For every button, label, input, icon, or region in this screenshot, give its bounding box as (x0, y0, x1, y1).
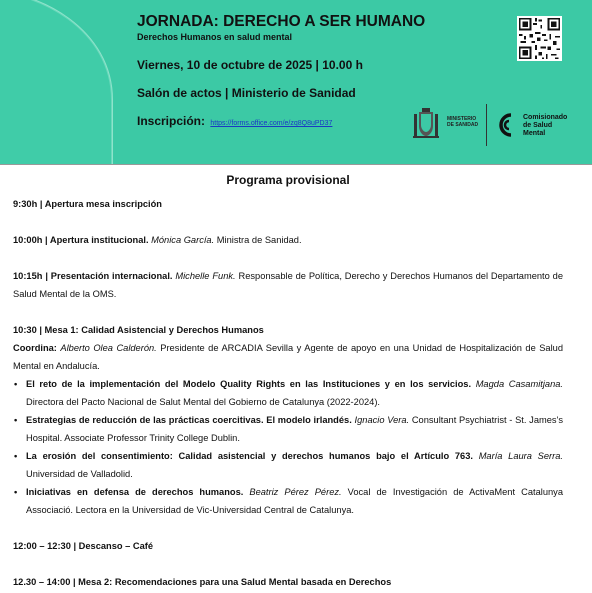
comisionado-logo-icon (495, 112, 521, 138)
session-break: 12:00 – 12:30 | Descanso – Café (13, 541, 154, 551)
session-international: 10:15h | Presentación internacional. Michelle Funk. Responsable de Política, Derecho y Derechos Humanos del Departamento de Salud Mental de la OMS. (13, 271, 563, 299)
event-title: JORNADA: DERECHO A SER HUMANO (137, 13, 426, 30)
mesa1-coordinator: Coordina: Alberto Olea Calderón. Presidente de ARCADIA Sevilla y Agente de apoyo en una Unidad de Hospitalización de Salud Mental en Andalucía. (13, 343, 563, 371)
logo-separator (486, 104, 487, 146)
program-body (13, 165, 563, 591)
session-registration: 9:30h | Apertura mesa inscripción (13, 199, 162, 209)
event-subtitle: Derechos Humanos en salud mental (137, 32, 293, 42)
registration-label: Inscripción: (137, 114, 206, 128)
ministerio-logo-text: MINISTERIO DE SANIDAD (447, 116, 479, 128)
registration-line (137, 114, 332, 128)
comisionado-logo-text: Comisionado de Salud Mental (523, 114, 568, 137)
event-date: Viernes, 10 de octubre de 2025 (137, 58, 313, 72)
event-time: 10.00 h (322, 58, 363, 72)
mesa1-talks (13, 375, 563, 519)
event-venue: Salón de actos | Ministerio de Sanidad (137, 86, 356, 100)
qr-code-icon[interactable] (517, 16, 562, 61)
mesa1-title: 10:30 | Mesa 1: Calidad Asistencial y Derechos Humanos (13, 325, 264, 335)
session-opening: 10:00h | Apertura institucional. Mónica García. Ministra de Sanidad. (13, 235, 302, 245)
list-item: • El reto de la implementación del Modelo Quality Rights en las Instituciones y en los servicios. Magda Casamitjana. Directora del Pacto Nacional de Salut Mental del Gobierno de Catalunya (2022-2024). (13, 375, 563, 411)
institution-logos (410, 104, 580, 146)
registration-link[interactable]: https://forms.office.com/e/zq8Q8uPD37 (210, 120, 333, 127)
venue-name: Salón de actos (137, 86, 222, 100)
list-item: • Estrategias de reducción de las prácticas coercitivas. El modelo irlandés. Ignacio Vera. Consultant Psychiatrist - St. James's Hospital. Associate Professor Trinity College Dublin. (13, 411, 563, 447)
program-title: Programa provisional (226, 173, 350, 187)
list-item: • La erosión del consentimiento: Calidad asistencial y derechos humanos bajo el Artículo 763. María Laura Serra. Universidad de Valladolid. (13, 447, 563, 483)
event-header (0, 0, 592, 164)
spain-coat-of-arms-icon (410, 108, 442, 142)
decorative-leaf-shape (0, 0, 120, 164)
mesa2-title: 12.30 – 14:00 | Mesa 2: Recomendaciones para una Salud Mental basada en Derechos (13, 577, 392, 587)
list-item: • Iniciativas en defensa de derechos humanos. Beatriz Pérez Pérez. Vocal de Investigación de ActivaMent Catalunya Associació. Lectora en la Universidad de Vic-Universidad Central de Catalunya. (13, 483, 563, 519)
event-datetime: Viernes, 10 de octubre de 2025 | 10.00 h (137, 58, 363, 72)
organizer-name: Ministerio de Sanidad (231, 86, 356, 100)
